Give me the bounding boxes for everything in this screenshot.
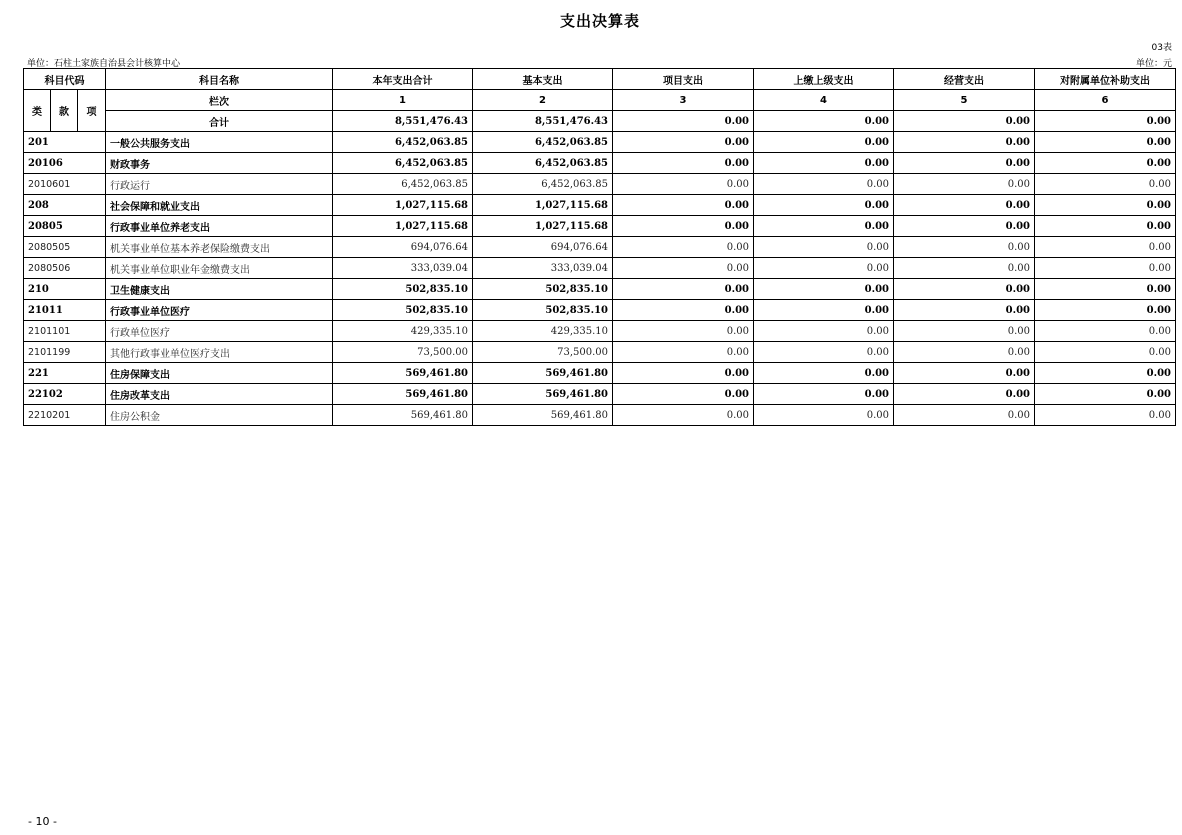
row-name: 其他行政事业单位医疗支出 — [106, 342, 333, 363]
row-value-6: 0.00 — [1035, 363, 1176, 384]
row-value-5: 0.00 — [894, 237, 1035, 258]
total-value-3: 0.00 — [613, 111, 754, 132]
row-code: 210 — [24, 279, 106, 300]
row-value-6: 0.00 — [1035, 300, 1176, 321]
table-row — [24, 132, 1176, 153]
row-code: 21011 — [24, 300, 106, 321]
row-name: 机关事业单位基本养老保险缴费支出 — [106, 237, 333, 258]
row-value-4: 0.00 — [754, 195, 894, 216]
row-value-1: 73,500.00 — [333, 342, 473, 363]
row-value-5: 0.00 — [894, 405, 1035, 426]
table-row — [24, 279, 1176, 300]
header-col-4: 上缴上级支出 — [754, 69, 894, 90]
table-number: 03表 — [1151, 43, 1172, 53]
row-value-1: 569,461.80 — [333, 363, 473, 384]
row-value-1: 333,039.04 — [333, 258, 473, 279]
row-value-6: 0.00 — [1035, 405, 1176, 426]
table-row — [24, 321, 1176, 342]
row-value-1: 1,027,115.68 — [333, 195, 473, 216]
row-value-6: 0.00 — [1035, 384, 1176, 405]
row-value-5: 0.00 — [894, 363, 1035, 384]
row-value-4: 0.00 — [754, 363, 894, 384]
expenditure-table — [23, 68, 1176, 426]
row-value-3: 0.00 — [613, 258, 754, 279]
header-lei: 类 — [24, 90, 51, 132]
row-name: 行政事业单位养老支出 — [106, 216, 333, 237]
row-value-4: 0.00 — [754, 237, 894, 258]
row-value-5: 0.00 — [894, 321, 1035, 342]
header-col-1: 本年支出合计 — [333, 69, 473, 90]
total-value-5: 0.00 — [894, 111, 1035, 132]
total-label: 合计 — [106, 111, 333, 132]
row-name: 卫生健康支出 — [106, 279, 333, 300]
row-name: 机关事业单位职业年金缴费支出 — [106, 258, 333, 279]
row-value-5: 0.00 — [894, 300, 1035, 321]
row-value-6: 0.00 — [1035, 258, 1176, 279]
row-value-5: 0.00 — [894, 342, 1035, 363]
row-value-1: 6,452,063.85 — [333, 174, 473, 195]
row-value-1: 502,835.10 — [333, 300, 473, 321]
table-row — [24, 153, 1176, 174]
row-value-1: 502,835.10 — [333, 279, 473, 300]
total-value-6: 0.00 — [1035, 111, 1176, 132]
row-value-2: 6,452,063.85 — [473, 153, 613, 174]
row-value-3: 0.00 — [613, 300, 754, 321]
row-value-2: 569,461.80 — [473, 363, 613, 384]
row-value-2: 73,500.00 — [473, 342, 613, 363]
row-code: 2080506 — [24, 258, 106, 279]
col-number-2: 2 — [473, 90, 613, 111]
table-row — [24, 237, 1176, 258]
row-value-2: 429,335.10 — [473, 321, 613, 342]
row-value-1: 6,452,063.85 — [333, 132, 473, 153]
row-name: 行政事业单位医疗 — [106, 300, 333, 321]
page-title: 支出决算表 — [559, 12, 640, 30]
row-value-4: 0.00 — [754, 153, 894, 174]
row-value-2: 6,452,063.85 — [473, 174, 613, 195]
row-value-5: 0.00 — [894, 279, 1035, 300]
row-value-6: 0.00 — [1035, 237, 1176, 258]
row-value-4: 0.00 — [754, 216, 894, 237]
row-code: 2210201 — [24, 405, 106, 426]
row-value-6: 0.00 — [1035, 216, 1176, 237]
row-value-2: 333,039.04 — [473, 258, 613, 279]
row-name: 行政运行 — [106, 174, 333, 195]
row-value-4: 0.00 — [754, 405, 894, 426]
row-value-3: 0.00 — [613, 153, 754, 174]
total-value-2: 8,551,476.43 — [473, 111, 613, 132]
row-name: 一般公共服务支出 — [106, 132, 333, 153]
row-value-5: 0.00 — [894, 174, 1035, 195]
table-row — [24, 405, 1176, 426]
table-row — [24, 363, 1176, 384]
row-value-2: 694,076.64 — [473, 237, 613, 258]
row-name: 住房保障支出 — [106, 363, 333, 384]
row-value-3: 0.00 — [613, 342, 754, 363]
row-value-6: 0.00 — [1035, 174, 1176, 195]
row-code: 2080505 — [24, 237, 106, 258]
row-code: 20805 — [24, 216, 106, 237]
row-name: 财政事务 — [106, 153, 333, 174]
row-value-6: 0.00 — [1035, 279, 1176, 300]
row-value-1: 429,335.10 — [333, 321, 473, 342]
row-value-1: 569,461.80 — [333, 405, 473, 426]
header-col-5: 经营支出 — [894, 69, 1035, 90]
row-value-1: 569,461.80 — [333, 384, 473, 405]
header-col-3: 项目支出 — [613, 69, 754, 90]
row-code: 20106 — [24, 153, 106, 174]
row-value-2: 569,461.80 — [473, 384, 613, 405]
table-row — [24, 216, 1176, 237]
row-value-2: 502,835.10 — [473, 300, 613, 321]
row-name: 行政单位医疗 — [106, 321, 333, 342]
row-code: 2101101 — [24, 321, 106, 342]
row-value-4: 0.00 — [754, 132, 894, 153]
row-code: 2010601 — [24, 174, 106, 195]
row-value-2: 1,027,115.68 — [473, 216, 613, 237]
row-code: 22102 — [24, 384, 106, 405]
col-number-5: 5 — [894, 90, 1035, 111]
row-value-3: 0.00 — [613, 195, 754, 216]
header-col-2: 基本支出 — [473, 69, 613, 90]
row-code: 221 — [24, 363, 106, 384]
header-code: 科目代码 — [24, 69, 106, 90]
row-value-2: 1,027,115.68 — [473, 195, 613, 216]
table-row — [24, 384, 1176, 405]
lanci-label: 栏次 — [106, 90, 333, 111]
row-value-3: 0.00 — [613, 132, 754, 153]
row-value-1: 1,027,115.68 — [333, 216, 473, 237]
row-value-3: 0.00 — [613, 384, 754, 405]
header-name: 科目名称 — [106, 69, 333, 90]
header-kuan: 款 — [51, 90, 78, 132]
row-value-4: 0.00 — [754, 174, 894, 195]
table-row — [24, 258, 1176, 279]
row-value-6: 0.00 — [1035, 321, 1176, 342]
table-row — [24, 300, 1176, 321]
row-name: 住房改革支出 — [106, 384, 333, 405]
row-value-3: 0.00 — [613, 363, 754, 384]
column-number-row — [24, 90, 1176, 111]
header-xiang: 项 — [78, 90, 106, 132]
row-value-4: 0.00 — [754, 258, 894, 279]
row-value-5: 0.00 — [894, 216, 1035, 237]
row-value-3: 0.00 — [613, 405, 754, 426]
row-value-6: 0.00 — [1035, 195, 1176, 216]
row-value-6: 0.00 — [1035, 342, 1176, 363]
row-value-4: 0.00 — [754, 279, 894, 300]
total-value-1: 8,551,476.43 — [333, 111, 473, 132]
header-col-6: 对附属单位补助支出 — [1035, 69, 1176, 90]
row-value-2: 569,461.80 — [473, 405, 613, 426]
col-number-1: 1 — [333, 90, 473, 111]
total-row — [24, 111, 1176, 132]
row-value-6: 0.00 — [1035, 132, 1176, 153]
row-value-3: 0.00 — [613, 321, 754, 342]
row-value-3: 0.00 — [613, 216, 754, 237]
row-value-1: 6,452,063.85 — [333, 153, 473, 174]
table-row — [24, 174, 1176, 195]
reporting-unit: 单位：石柱土家族自治县会计核算中心 — [27, 59, 181, 69]
row-value-5: 0.00 — [894, 132, 1035, 153]
table-row — [24, 342, 1176, 363]
row-value-3: 0.00 — [613, 237, 754, 258]
col-number-4: 4 — [754, 90, 894, 111]
header-row — [24, 69, 1176, 90]
col-number-6: 6 — [1035, 90, 1176, 111]
row-value-6: 0.00 — [1035, 153, 1176, 174]
row-code: 201 — [24, 132, 106, 153]
row-value-4: 0.00 — [754, 342, 894, 363]
currency-unit: 单位：元 — [1135, 59, 1172, 69]
row-value-5: 0.00 — [894, 195, 1035, 216]
row-value-5: 0.00 — [894, 153, 1035, 174]
col-number-3: 3 — [613, 90, 754, 111]
row-value-2: 502,835.10 — [473, 279, 613, 300]
page-number: - 10 - — [28, 815, 57, 828]
row-name: 社会保障和就业支出 — [106, 195, 333, 216]
total-value-4: 0.00 — [754, 111, 894, 132]
row-name: 住房公积金 — [106, 405, 333, 426]
row-value-1: 694,076.64 — [333, 237, 473, 258]
row-code: 208 — [24, 195, 106, 216]
row-value-5: 0.00 — [894, 384, 1035, 405]
row-code: 2101199 — [24, 342, 106, 363]
row-value-4: 0.00 — [754, 300, 894, 321]
row-value-3: 0.00 — [613, 279, 754, 300]
row-value-5: 0.00 — [894, 258, 1035, 279]
row-value-4: 0.00 — [754, 384, 894, 405]
row-value-2: 6,452,063.85 — [473, 132, 613, 153]
row-value-4: 0.00 — [754, 321, 894, 342]
table-row — [24, 195, 1176, 216]
row-value-3: 0.00 — [613, 174, 754, 195]
